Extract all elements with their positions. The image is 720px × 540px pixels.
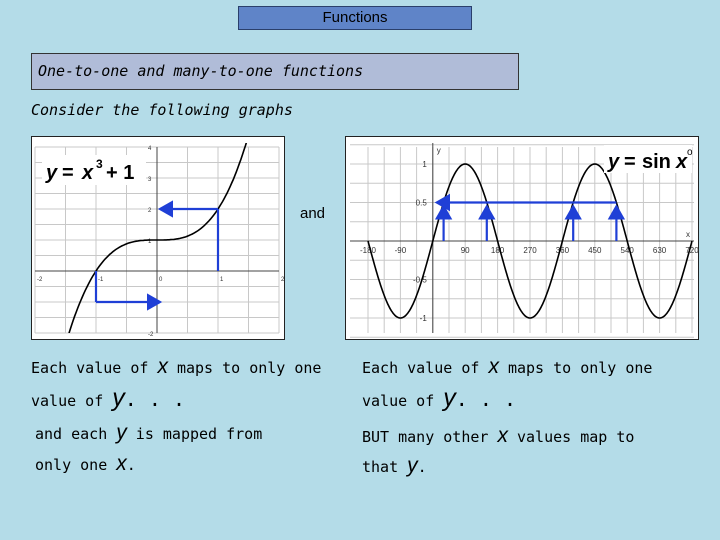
equation-fn: sin — [642, 151, 671, 173]
y-tick-label: 1 — [422, 160, 427, 169]
equation-eq: = — [624, 151, 636, 173]
left-desc-line2: value of y. . . — [31, 384, 185, 412]
y-tick-label: 4 — [148, 146, 152, 152]
cubic-chart — [32, 137, 284, 339]
x-tick-label: 180 — [490, 246, 505, 255]
x-tick-label: 1 — [220, 277, 224, 283]
y-tick-label: 3 — [148, 177, 152, 183]
left-desc-line3: and each y is mapped from — [35, 421, 263, 444]
page-title: Functions — [238, 6, 472, 30]
x-tick-label: 2 — [281, 277, 285, 283]
x-tick-label: 270 — [523, 246, 537, 255]
cubic-graph — [31, 136, 285, 340]
x-tick-label: 90 — [460, 246, 470, 255]
x-tick-label: -90 — [394, 246, 407, 255]
y-tick-label: -1 — [148, 301, 154, 307]
y-axis-label: y — [436, 146, 441, 155]
y-tick-label: 2 — [148, 208, 152, 214]
x-tick-label: 360 — [555, 246, 570, 255]
equation-rest: + 1 — [106, 162, 135, 184]
x-tick-label: 0 — [159, 277, 163, 283]
right-desc-line3: BUT many other x values map to — [362, 424, 635, 447]
x-tick-label: -180 — [359, 246, 377, 255]
x-tick-label: 720 — [685, 246, 699, 255]
sine-chart — [346, 137, 698, 339]
equation-x: x — [676, 151, 688, 173]
right-desc-line4: that y. — [362, 454, 427, 477]
x-tick-label: 450 — [588, 246, 602, 255]
x-tick-label: 540 — [620, 246, 634, 255]
equation-y: y — [608, 151, 620, 173]
degree-mark: o — [687, 147, 693, 158]
equation-label — [604, 145, 693, 173]
and-label: and — [300, 205, 326, 222]
left-desc-line1: Each value of x maps to only one — [31, 355, 322, 378]
right-desc-line2: value of y. . . — [362, 384, 516, 412]
right-desc-line1: Each value of x maps to only one — [362, 355, 653, 378]
subtitle: One-to-one and many-to-one functions — [31, 53, 519, 90]
y-tick-label: -0.5 — [413, 275, 427, 285]
equation-y: y — [46, 162, 58, 184]
x-axis-label: x — [686, 230, 690, 239]
sine-graph — [345, 136, 699, 340]
intro-text: Consider the following graphs — [31, 101, 293, 119]
x-tick-label: -1 — [98, 277, 104, 283]
x-tick-label: 630 — [652, 246, 667, 255]
equation-x: x — [82, 162, 94, 184]
y-tick-label: 1 — [148, 239, 152, 245]
equation-label — [42, 155, 146, 185]
y-tick-label: -2 — [148, 332, 154, 338]
y-tick-label: 0.5 — [415, 198, 427, 208]
y-tick-label: -1 — [419, 314, 427, 323]
x-tick-label: -2 — [37, 277, 43, 283]
equation-eq: = — [62, 162, 74, 184]
left-desc-line4: only one x. — [35, 452, 136, 475]
equation-exponent: 3 — [96, 157, 103, 171]
